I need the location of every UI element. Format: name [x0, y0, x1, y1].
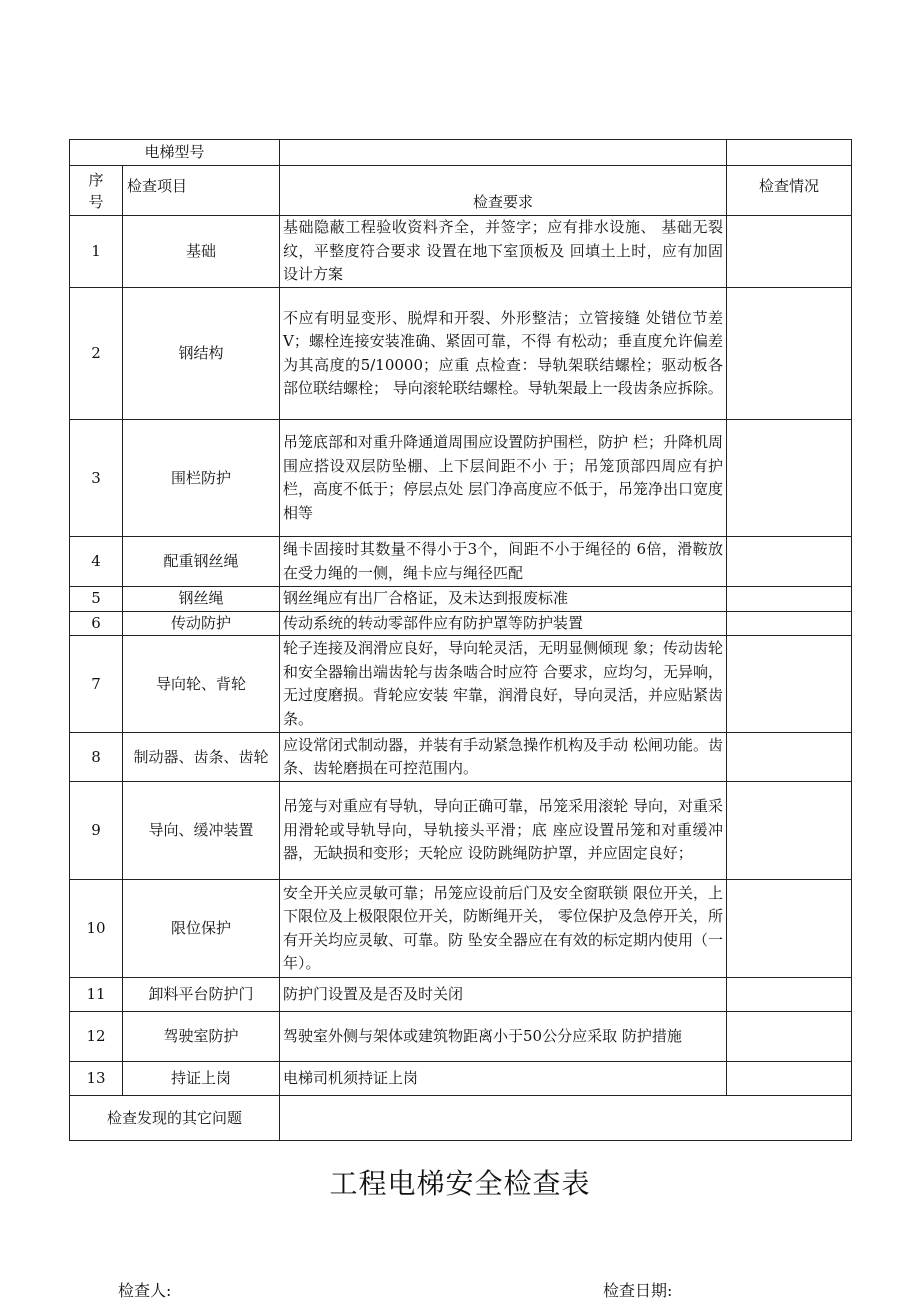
row-result[interactable] [727, 537, 852, 587]
header-result: 检查情况 [727, 166, 852, 216]
inspection-table [69, 139, 852, 1141]
header-row [70, 166, 852, 216]
row-item: 导向轮、背轮 [123, 636, 280, 733]
other-issues-row [70, 1096, 852, 1141]
table-row [70, 782, 852, 880]
row-item: 传动防护 [123, 611, 280, 636]
row-number: 8 [70, 733, 123, 782]
model-label: 电梯型号 [70, 140, 280, 166]
table-row [70, 1062, 852, 1096]
row-number: 10 [70, 880, 123, 978]
row-number: 4 [70, 537, 123, 587]
row-item: 基础 [123, 216, 280, 288]
model-extra [727, 140, 852, 166]
row-requirement: 防护门设置及是否及时关闭 [280, 978, 727, 1012]
row-number: 1 [70, 216, 123, 288]
table-row [70, 420, 852, 537]
row-number: 3 [70, 420, 123, 537]
row-result[interactable] [727, 733, 852, 782]
row-item: 钢丝绳 [123, 587, 280, 612]
row-result[interactable] [727, 1062, 852, 1096]
row-requirement: 绳卡固接时其数量不得小于3个，间距不小于绳径的 6倍，滑鞍放在受力绳的一侧，绳卡应与绳径匹配 [280, 537, 727, 587]
row-result[interactable] [727, 636, 852, 733]
row-requirement: 轮子连接及润滑应良好，导向轮灵活，无明显侧倾现 象；传动齿轮和安全器输出端齿轮与齿条啮合时应符 合要求，应均匀，无异响，无过度磨损。背轮应安装 牢靠，润滑良好，导向灵活，并应贴紧齿条。 [280, 636, 727, 733]
date-label: 检查日期: [603, 1281, 673, 1300]
row-result[interactable] [727, 1012, 852, 1062]
row-item: 围栏防护 [123, 420, 280, 537]
row-requirement: 传动系统的转动零部件应有防护罩等防护装置 [280, 611, 727, 636]
row-result[interactable] [727, 587, 852, 612]
row-result[interactable] [727, 880, 852, 978]
row-result[interactable] [727, 216, 852, 288]
row-number: 13 [70, 1062, 123, 1096]
row-requirement: 不应有明显变形、脱焊和开裂、外形整洁；立管接缝 处错位节差V；螺栓连接安装准确、紧固可靠，不得 有松动；垂直度允许偏差为其高度的5/10000；应重 点检查：导轨架联结螺栓；驱动板各部位联结螺栓； 导向滚轮联结螺栓。导轨架最上一段齿条应拆除。 [280, 288, 727, 420]
row-number: 2 [70, 288, 123, 420]
table-row [70, 216, 852, 288]
table-row [70, 587, 852, 612]
row-item: 导向、缓冲装置 [123, 782, 280, 880]
inspection-sheet [69, 139, 852, 1141]
row-result[interactable] [727, 782, 852, 880]
table-row [70, 611, 852, 636]
model-value[interactable] [280, 140, 727, 166]
row-item: 钢结构 [123, 288, 280, 420]
inspector-label: 检查人: [118, 1281, 172, 1300]
table-row [70, 1012, 852, 1062]
row-item: 驾驶室防护 [123, 1012, 280, 1062]
row-requirement: 安全开关应灵敏可靠；吊笼应设前后门及安全窗联锁 限位开关，上下限位及上极限限位开关，防断绳开关， 零位保护及急停开关，所有开关均应灵敏、可靠。防 坠安全器应在有效的标定期内使用（一年）。 [280, 880, 727, 978]
row-number: 11 [70, 978, 123, 1012]
row-item: 卸料平台防护门 [123, 978, 280, 1012]
row-result[interactable] [727, 420, 852, 537]
header-requirement: 检查要求 [280, 166, 727, 216]
header-item: 检查项目 [123, 166, 280, 216]
row-number: 6 [70, 611, 123, 636]
table-row [70, 288, 852, 420]
row-requirement: 吊笼与对重应有导轨，导向正确可靠，吊笼采用滚轮 导向，对重采用滑轮或导轨导向，导轨接头平滑；底 座应设置吊笼和对重缓冲器，无缺损和变形；天轮应 设防跳绳防护罩，并应固定良好； [280, 782, 727, 880]
row-requirement: 钢丝绳应有出厂合格证，及未达到报废标准 [280, 587, 727, 612]
row-item: 持证上岗 [123, 1062, 280, 1096]
row-item: 制动器、齿条、齿轮 [123, 733, 280, 782]
table-row [70, 636, 852, 733]
row-number: 9 [70, 782, 123, 880]
table-row [70, 537, 852, 587]
other-issues-label: 检查发现的其它问题 [70, 1096, 280, 1141]
header-no: 序号 [70, 166, 123, 216]
other-issues-value[interactable] [280, 1096, 852, 1141]
row-number: 12 [70, 1012, 123, 1062]
row-number: 5 [70, 587, 123, 612]
row-requirement: 吊笼底部和对重升降通道周围应设置防护围栏，防护 栏；升降机周围应搭设双层防坠棚、上下层间距不小 于；吊笼顶部四周应有护栏，高度不低于；停层点处 层门净高度应不低于，吊笼净出口宽度相等 [280, 420, 727, 537]
row-item: 限位保护 [123, 880, 280, 978]
row-result[interactable] [727, 288, 852, 420]
row-requirement: 基础隐蔽工程验收资料齐全，并签字；应有排水设施、 基础无裂纹，平整度符合要求 设置在地下室顶板及 回填土上时，应有加固设计方案 [280, 216, 727, 288]
page-title: 工程电梯安全检查表 [329, 1167, 591, 1200]
row-result[interactable] [727, 611, 852, 636]
table-row [70, 733, 852, 782]
row-requirement: 应设常闭式制动器，并装有手动紧急操作机构及手动 松闸功能。齿条、齿轮磨损在可控范围内。 [280, 733, 727, 782]
table-row [70, 880, 852, 978]
row-requirement: 驾驶室外侧与架体或建筑物距离小于50公分应采取 防护措施 [280, 1012, 727, 1062]
row-item: 配重钢丝绳 [123, 537, 280, 587]
row-result[interactable] [727, 978, 852, 1012]
row-requirement: 电梯司机须持证上岗 [280, 1062, 727, 1096]
table-row [70, 978, 852, 1012]
model-row [70, 140, 852, 166]
row-number: 7 [70, 636, 123, 733]
